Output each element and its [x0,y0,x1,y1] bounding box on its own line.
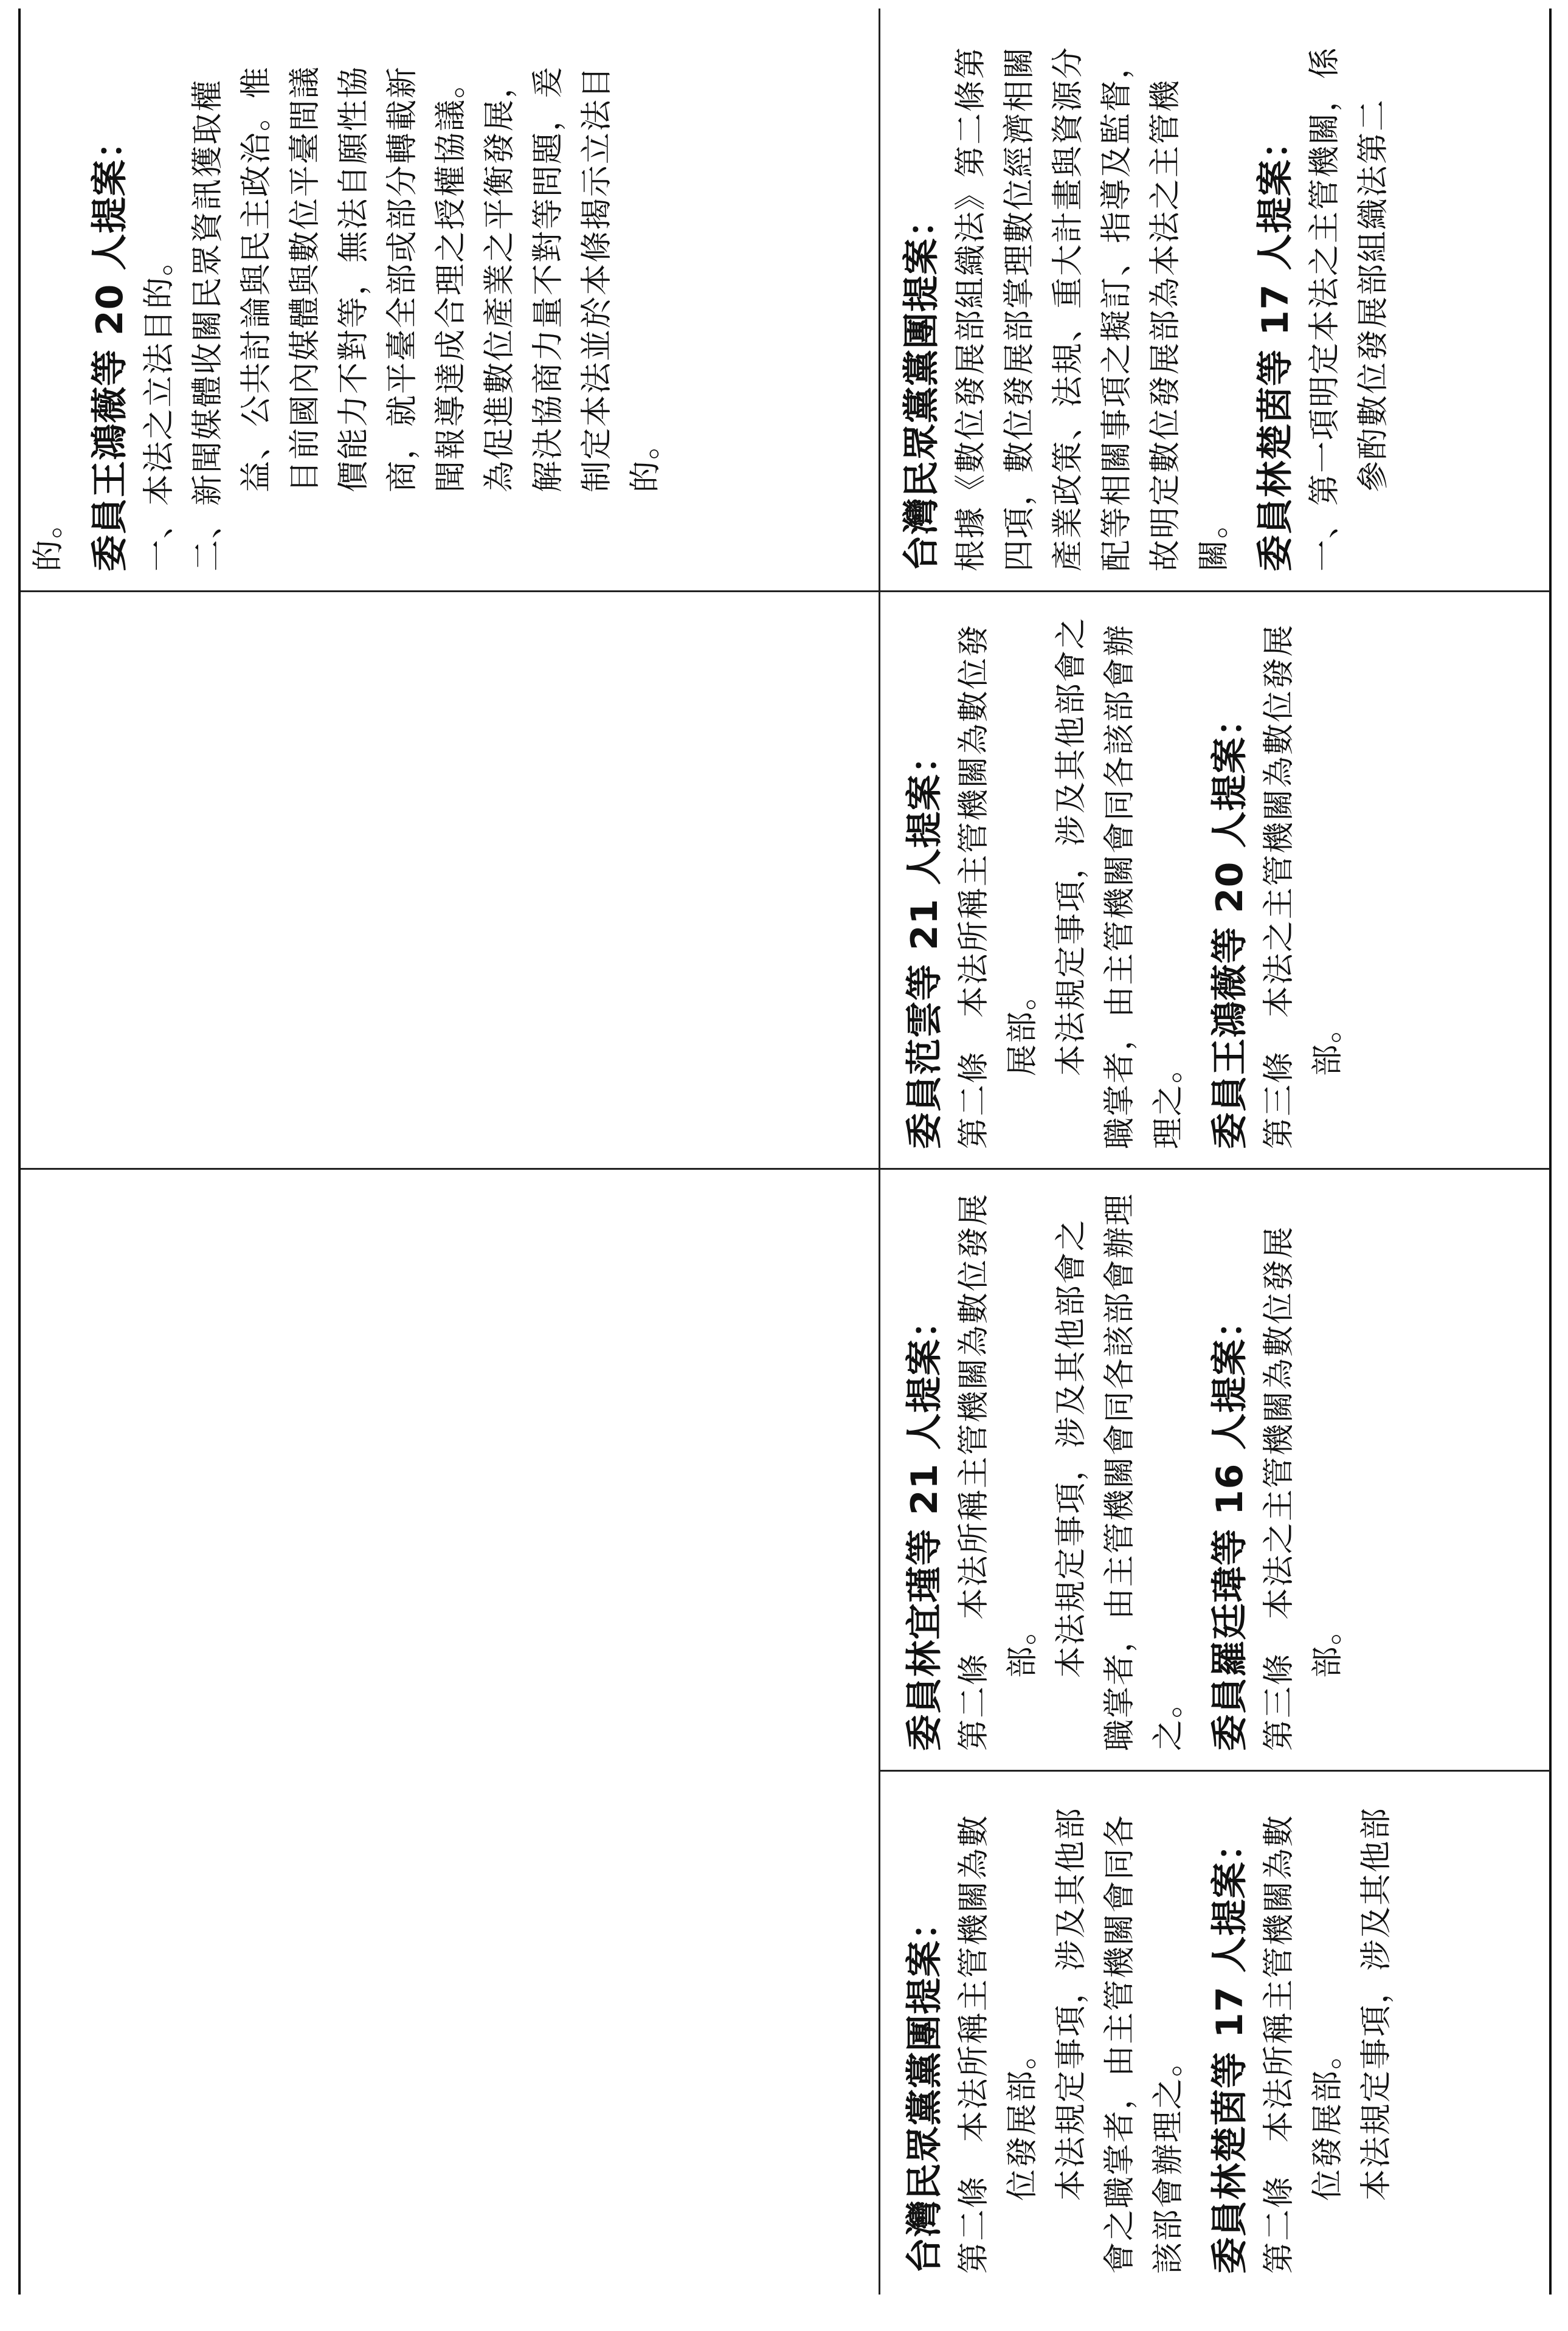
column-proposal-3 [888,1176,1544,1766]
column-divider-2 [21,1168,1550,1170]
article-text: 本法規定事項，涉及其他部會之職掌者，由主管機關會同各該部會辦理之。 [1053,1806,1187,2274]
column-current-law-explanation [24,9,1544,586]
proposal-heading: 委員林宜瑾等 21 人提案： [903,1301,946,1751]
article-text: 第二條 本法所稱主管機關為數位發展部。 [956,1814,1041,2274]
proposal-heading: 委員王鴻薇等 20 人提案： [89,122,131,572]
column-proposal-4 [888,1778,1544,2288]
article-text: 第二條 本法所稱主管機關為數位發展部。 [1261,1814,1346,2274]
top-rule [18,9,21,2295]
article-text: 本法規定事項，涉及其他部會之職掌者，由主管機關會同各該部會辦理之。 [1053,1192,1187,1751]
text-block: 一、本法之立法目的。 [141,243,178,572]
article-text: 第三條 本法之主管機關為數位發展部。 [1261,1225,1346,1751]
proposal-heading: 委員羅廷瑋等 16 人提案： [1209,1301,1251,1751]
bottom-rule [1549,9,1552,2295]
article-text: 第二條 本法所稱主管機關為數位發展部。 [956,623,1041,1149]
text-block: 根據《數位發展部組織法》第二條第四項，數位發展部掌理數位經濟相關產業政策、法規、重大計畫與資源分配等相關事項之擬訂、指導及監督，故明定數位發展部為本法之主管機關。 [953,46,1232,572]
proposal-heading: 委員范雲等 21 人提案： [903,736,946,1149]
article-text: 第二條 本法所稱主管機關為數位發展部。 [956,1192,1041,1751]
column-proposal-2 [888,598,1544,1164]
proposal-heading: 委員林楚茵等 17 人提案： [1209,1824,1251,2274]
article-text: 本法規定事項，涉及其他部 [1358,1806,1395,2201]
proposal-heading: 台灣民眾黨黨團提案： [900,201,943,572]
article-text: 本法規定事項，涉及其他部會之職掌者，由主管機關會同各該部會辦理之。 [1053,616,1187,1149]
proposal-heading: 台灣民眾黨黨團提案： [903,1903,946,2274]
text-block: 的。 [30,505,67,572]
text-block: 一、第一項明定本法之主管機關，係參酌數位發展部組織法第二 [1307,46,1392,572]
proposal-heading: 委員林楚茵等 17 人提案： [1254,122,1297,572]
text-block: 二、新聞媒體收關民眾資訊獲取權益、公共討論與民主政治。惟目前國內媒體與數位平臺間議價能力不對等，無法自願性協商，就平臺全部或部分轉載新聞報導達成合理之授權協議。為促進數位產業之平衡發展，解決協商力量不對等問題，爰制定本法並於本條揭示立法目的。 [190,65,664,572]
proposal-heading: 委員王鴻薇等 20 人提案： [1209,699,1251,1149]
article-text: 第三條 本法之主管機關為數位發展部。 [1261,623,1346,1149]
column-divider-1 [879,1770,1550,1772]
column-divider-3 [21,590,1550,592]
